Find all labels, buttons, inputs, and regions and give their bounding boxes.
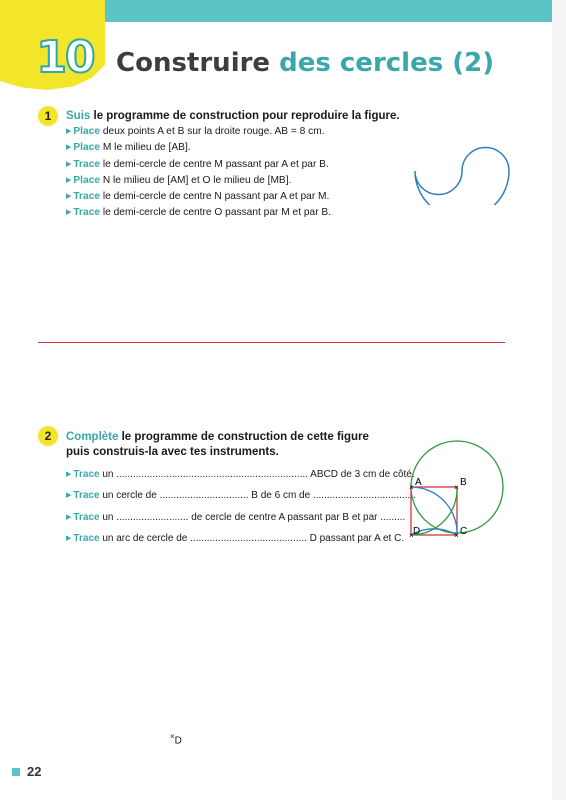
instruction-verb: Suis	[66, 110, 91, 122]
instruction-text: le programme de construction pour reproduire la figure.	[93, 110, 400, 122]
step-verb: Trace	[73, 158, 101, 170]
point-cross: ×	[170, 732, 175, 741]
fill-step-3	[66, 507, 416, 528]
step-verb: Trace	[73, 469, 100, 480]
page-number: 22	[27, 764, 42, 779]
exercise-2-steps	[66, 464, 416, 549]
label-b: B	[460, 477, 467, 488]
model-figure-semicircles	[406, 115, 516, 205]
bullet-icon: ▶	[66, 176, 72, 184]
instruction-verb: Complète	[66, 431, 119, 443]
page-title	[116, 48, 494, 78]
step-verb: Trace	[73, 490, 100, 502]
model-figure-square-circle	[398, 436, 510, 544]
step-text[interactable]: un .......................... de cercle de centre A passant par B et par .........	[102, 511, 406, 523]
bullet-icon: ▶	[66, 492, 72, 500]
step-2	[66, 140, 331, 156]
cross-c: ×	[454, 531, 459, 540]
instruction-line-1	[66, 430, 369, 445]
step-text: le demi-cercle de centre O passant par M et par B.	[102, 207, 332, 219]
instruction-text: le programme de construction de cette figure	[121, 431, 369, 443]
page-number-square	[12, 768, 20, 776]
step-text: deux points A et B sur la droite rouge. AB = 8 cm.	[102, 126, 325, 137]
step-verb: Trace	[73, 191, 101, 203]
fill-step-2	[66, 485, 416, 506]
step-5	[66, 189, 331, 205]
step-verb: Place	[73, 126, 101, 137]
label-d: D	[413, 526, 421, 537]
exercise-1-badge: 1	[38, 106, 58, 126]
label-c: C	[460, 526, 468, 537]
step-text[interactable]: un cercle de ................................ B de 6 cm de .....................................	[102, 490, 416, 502]
exercise-1-steps	[66, 124, 331, 222]
step-verb: Trace	[73, 511, 100, 523]
step-3	[66, 157, 331, 173]
point-d	[170, 732, 182, 746]
step-verb: Trace	[73, 207, 101, 219]
bullet-icon: ▶	[66, 193, 72, 201]
fill-step-1	[66, 464, 416, 485]
step-verb: Trace	[73, 532, 100, 544]
fill-step-4	[66, 528, 416, 549]
cross-a: ×	[409, 483, 414, 492]
exercise-2-badge: 2	[38, 426, 58, 446]
bullet-icon: ▶	[66, 160, 72, 168]
exercise-2-instruction	[66, 430, 369, 460]
bullet-icon: ▶	[66, 471, 72, 478]
step-text: le demi-cercle de centre M passant par A et par B.	[102, 158, 329, 170]
label-a: A	[415, 477, 422, 488]
point-d-label: D	[174, 735, 182, 747]
step-text: le demi-cercle de centre N passant par A et par M.	[102, 191, 330, 203]
cross-d: ×	[409, 531, 414, 540]
step-text: M le milieu de [AB].	[102, 142, 191, 154]
bullet-icon: ▶	[66, 209, 72, 217]
step-text[interactable]: un ..................................................................... ABCD de 3 cm de côté.	[102, 469, 415, 480]
exercise-1-instruction	[66, 109, 400, 124]
step-verb: Place	[73, 142, 101, 154]
construction-line	[38, 342, 505, 343]
step-6	[66, 205, 331, 221]
step-verb: Place	[73, 174, 101, 186]
title-part-2: des cercles (2)	[279, 48, 495, 78]
cross-b: ×	[454, 483, 459, 492]
bullet-icon: ▶	[66, 513, 72, 521]
bullet-icon: ▶	[66, 144, 72, 152]
instruction-line-2: puis construis-la avec tes instruments.	[66, 446, 279, 458]
bullet-icon: ▶	[66, 128, 72, 135]
lesson-number: 10	[36, 32, 94, 83]
step-4	[66, 173, 331, 189]
title-part-1: Construire	[116, 48, 271, 78]
figure-curve	[415, 148, 509, 206]
step-text: N le milieu de [AM] et O le milieu de [MB].	[102, 174, 292, 186]
page-edge	[552, 0, 566, 800]
bullet-icon: ▶	[66, 534, 72, 542]
step-text[interactable]: un arc de cercle de .......................................... D passant par A et C.	[102, 532, 405, 544]
step-1	[66, 124, 331, 140]
